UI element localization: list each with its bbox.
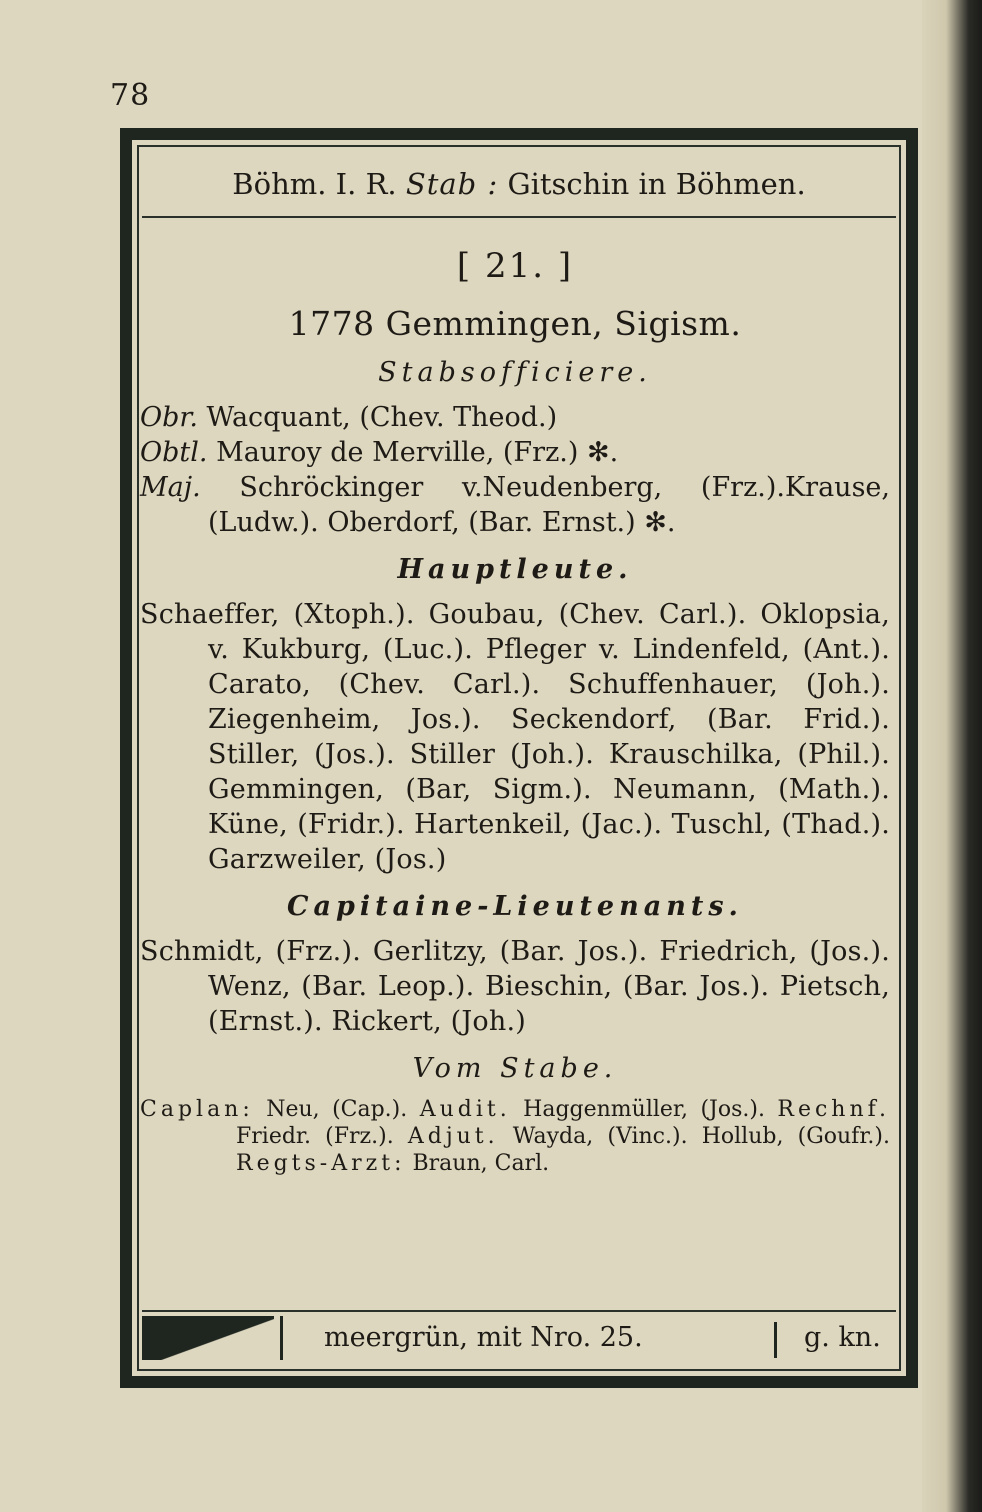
caplan-label: Caplan:	[140, 1097, 254, 1122]
capt-lieutenants-title: Capitaine-Lieutenants.	[287, 891, 743, 922]
adjut-label: Adjut.	[407, 1124, 499, 1149]
page-number: 78	[110, 78, 151, 113]
uniform-description: meergrün, mit Nro. 25.	[324, 1322, 643, 1353]
regiment-number: [ 21. ]	[456, 246, 574, 286]
audit-label: Audit.	[419, 1097, 511, 1122]
staff-entry	[140, 470, 890, 540]
caplan-name: Neu, (Cap.).	[266, 1097, 408, 1122]
capt-lieutenants-list: Schmidt, (Frz.). Gerlitzy, (Bar. Jos.). Friedrich, (Jos.). Wenz, (Bar. Leop.). Bieschin, (Bar. Jos.). Pietsch, (Ernst.). Rickert, (Joh.)	[140, 936, 890, 1037]
audit-name: Haggenmüller, (Jos.).	[523, 1097, 765, 1122]
page-edge-shadow	[922, 0, 982, 1512]
arzt-name: Braun, Carl.	[412, 1151, 550, 1176]
staff-entry	[140, 435, 890, 470]
officer-names: Wacquant, (Chev. Theod.)	[206, 402, 558, 433]
footer-divider	[774, 1322, 777, 1358]
regiment-frame	[120, 128, 918, 1388]
regiment-content	[140, 240, 890, 1177]
captains-title: Hauptleute.	[397, 554, 633, 585]
rank-label: Obtl.	[140, 437, 208, 468]
uniform-color-swatch	[142, 1316, 274, 1360]
vom-stabe-list	[140, 1096, 890, 1177]
officer-names: Schröckinger v.Neudenberg, (Frz.).Krause, (Ludw.). Oberdorf, (Bar. Ernst.) ✻.	[208, 472, 890, 538]
header-prefix: Böhm. I. R.	[232, 167, 397, 201]
running-header	[132, 156, 906, 212]
captains-list: Schaeffer, (Xtoph.). Goubau, (Chev. Carl.). Oklopsia, v. Kukburg, (Luc.). Pfleger v. Lindenfeld, (Ant.). Carato, (Chev. Carl.). Schuffenhauer, (Joh.). Ziegenheim, Jos.). Seckendorf, (Bar. Frid.). Stiller, (Jos.). Stiller (Joh.). Krauschilka, (Phil.). Gemmingen, (Bar, Sigm.). Neumann, (Math.). Küne, (Fridr.). Hartenkeil, (Jac.). Tuschl, (Thad.). Garzweiler, (Jos.)	[140, 599, 890, 875]
rank-label: Maj.	[140, 472, 201, 503]
officer-names: Mauroy de Merville, (Frz.) ✻.	[216, 437, 619, 468]
vom-stabe-title: Vom Stabe.	[412, 1053, 618, 1084]
arzt-label: Regts-Arzt:	[236, 1151, 406, 1176]
header-divider	[142, 216, 896, 218]
footer-divider	[280, 1316, 283, 1360]
button-code: g. kn.	[804, 1322, 881, 1353]
header-location: Gitschin in Böhmen.	[507, 167, 806, 201]
rank-label: Obr.	[140, 402, 198, 433]
header-stab-label: Stab :	[405, 167, 499, 201]
regiment-owner: 1778 Gemmingen, Sigism.	[288, 304, 742, 343]
staff-entry	[140, 400, 890, 435]
rechnf-name: Friedr. (Frz.).	[236, 1124, 394, 1149]
staff-officers-title: Stabsofficiere.	[378, 357, 652, 388]
adjut-name: Wayda, (Vinc.). Hollub, (Goufr.).	[512, 1124, 890, 1149]
uniform-footer	[142, 1310, 896, 1364]
rechnf-label: Rechnf.	[777, 1097, 890, 1122]
